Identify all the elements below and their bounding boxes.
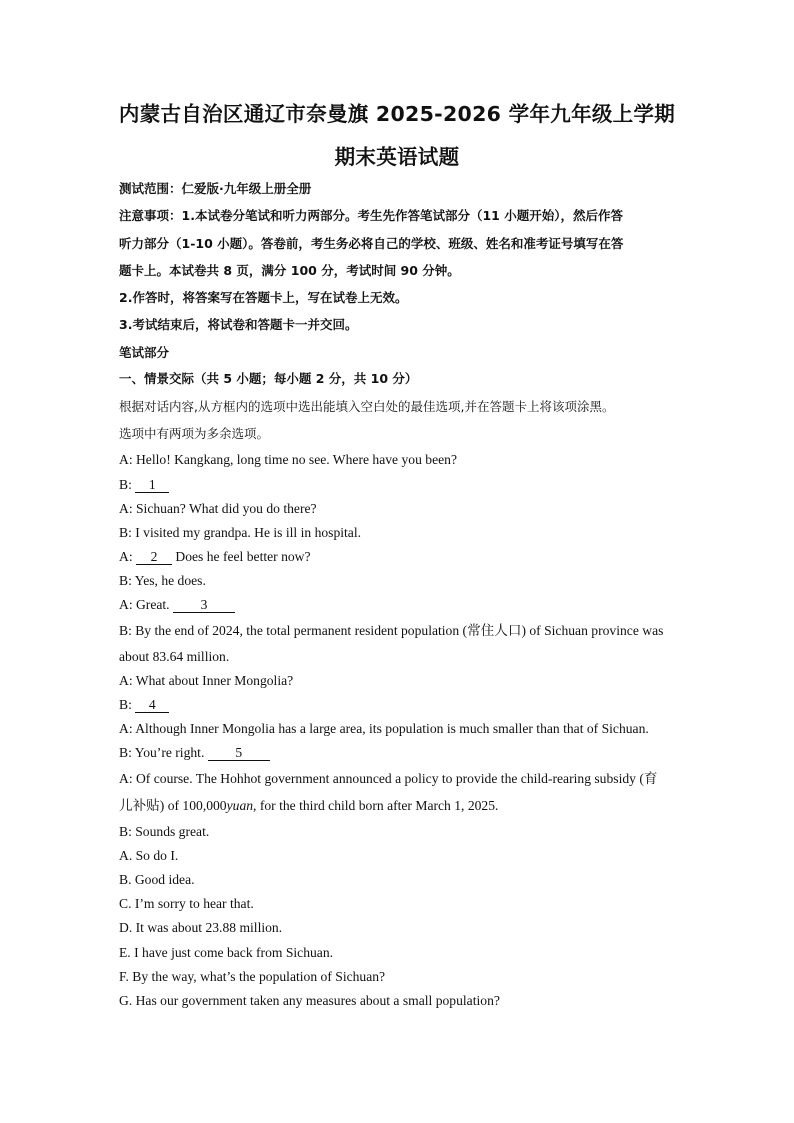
speaker-prefix: B: <box>119 697 136 712</box>
option-item: B. Good idea. <box>119 872 195 887</box>
answer-blank-4: 4 <box>135 698 169 713</box>
notes-line-1b: 听力部分（1-10 小题）。答卷前，考生务必将自己的学校、班级、姓名和准考证号填写在答 <box>119 236 624 251</box>
dialogue-line <box>119 745 270 761</box>
notes-line-3: 3.考试结束后，将试卷和答题卡一并交回。 <box>119 317 358 332</box>
part1-heading: 一、情景交际（共 5 小题；每小题 2 分，共 10 分） <box>119 371 418 386</box>
option-item: G. Has our government taken any measures about a small population? <box>119 993 500 1008</box>
exam-title-line2: 期末英语试题 <box>334 145 460 169</box>
speaker-prefix: B: <box>119 477 136 492</box>
instructions-line-2: 选项中有两项为多余选项。 <box>119 426 270 441</box>
dialogue-line: A: Hello! Kangkang, long time no see. Where have you been? <box>119 452 457 467</box>
dialogue-text: , for the third child born after March 1, 2025. <box>253 798 499 813</box>
option-item: A. So do I. <box>119 848 179 863</box>
dialogue-line: A: Of course. The Hohhot government announced a policy to provide the child-rearing subsidy (育 <box>119 771 658 786</box>
answer-blank-3: 3 <box>173 598 235 613</box>
answer-blank-5: 5 <box>208 746 270 761</box>
dialogue-line <box>119 597 235 613</box>
dialogue-line <box>119 697 169 713</box>
notes-line-1c: 题卡上。本试卷共 8 页，满分 100 分，考试时间 90 分钟。 <box>119 263 460 278</box>
dialogue-line: B: By the end of 2024, the total permanent resident population (常住人口) of Sichuan province was <box>119 623 664 638</box>
dialogue-text: Does he feel better now? <box>172 549 311 564</box>
dialogue-line: A: Although Inner Mongolia has a large area, its population is much smaller than that of Sichuan. <box>119 721 649 736</box>
dialogue-text-italic: yuan <box>226 798 254 813</box>
option-item: C. I’m sorry to hear that. <box>119 896 254 911</box>
section-heading: 笔试部分 <box>119 345 170 360</box>
speaker-prefix: A: <box>119 549 136 564</box>
answer-blank-1: 1 <box>135 478 169 493</box>
answer-blank-2: 2 <box>136 550 172 565</box>
dialogue-line <box>119 477 169 493</box>
notes-line-2: 2.作答时，将答案写在答题卡上，写在试卷上无效。 <box>119 290 408 305</box>
dialogue-line: B: Sounds great. <box>119 824 210 839</box>
dialogue-line: B: Yes, he does. <box>119 573 206 588</box>
exam-title-line1: 内蒙古自治区通辽市奈曼旗 2025-2026 学年九年级上学期 <box>118 102 676 126</box>
speaker-prefix: B: You’re right. <box>119 745 208 760</box>
option-item: D. It was about 23.88 million. <box>119 920 283 935</box>
option-item: F. By the way, what’s the population of Sichuan? <box>119 969 386 984</box>
test-scope: 测试范围：仁爱版·九年级上册全册 <box>119 181 312 196</box>
dialogue-line <box>119 798 498 814</box>
dialogue-line: A: Sichuan? What did you do there? <box>119 501 317 516</box>
dialogue-text: 儿补贴) of 100,000 <box>119 798 227 813</box>
dialogue-line <box>119 549 311 565</box>
dialogue-line: A: What about Inner Mongolia? <box>119 673 294 688</box>
option-item: E. I have just come back from Sichuan. <box>119 945 334 960</box>
instructions-line-1: 根据对话内容,从方框内的选项中选出能填入空白处的最佳选项,并在答题卡上将该项涂黑。 <box>119 399 615 414</box>
speaker-prefix: A: Great. <box>119 597 173 612</box>
dialogue-line: B: I visited my grandpa. He is ill in hospital. <box>119 525 362 540</box>
dialogue-line: about 83.64 million. <box>119 649 230 664</box>
notes-line-1a: 注意事项：1.本试卷分笔试和听力两部分。考生先作答笔试部分（11 小题开始），然后作答 <box>119 208 623 223</box>
